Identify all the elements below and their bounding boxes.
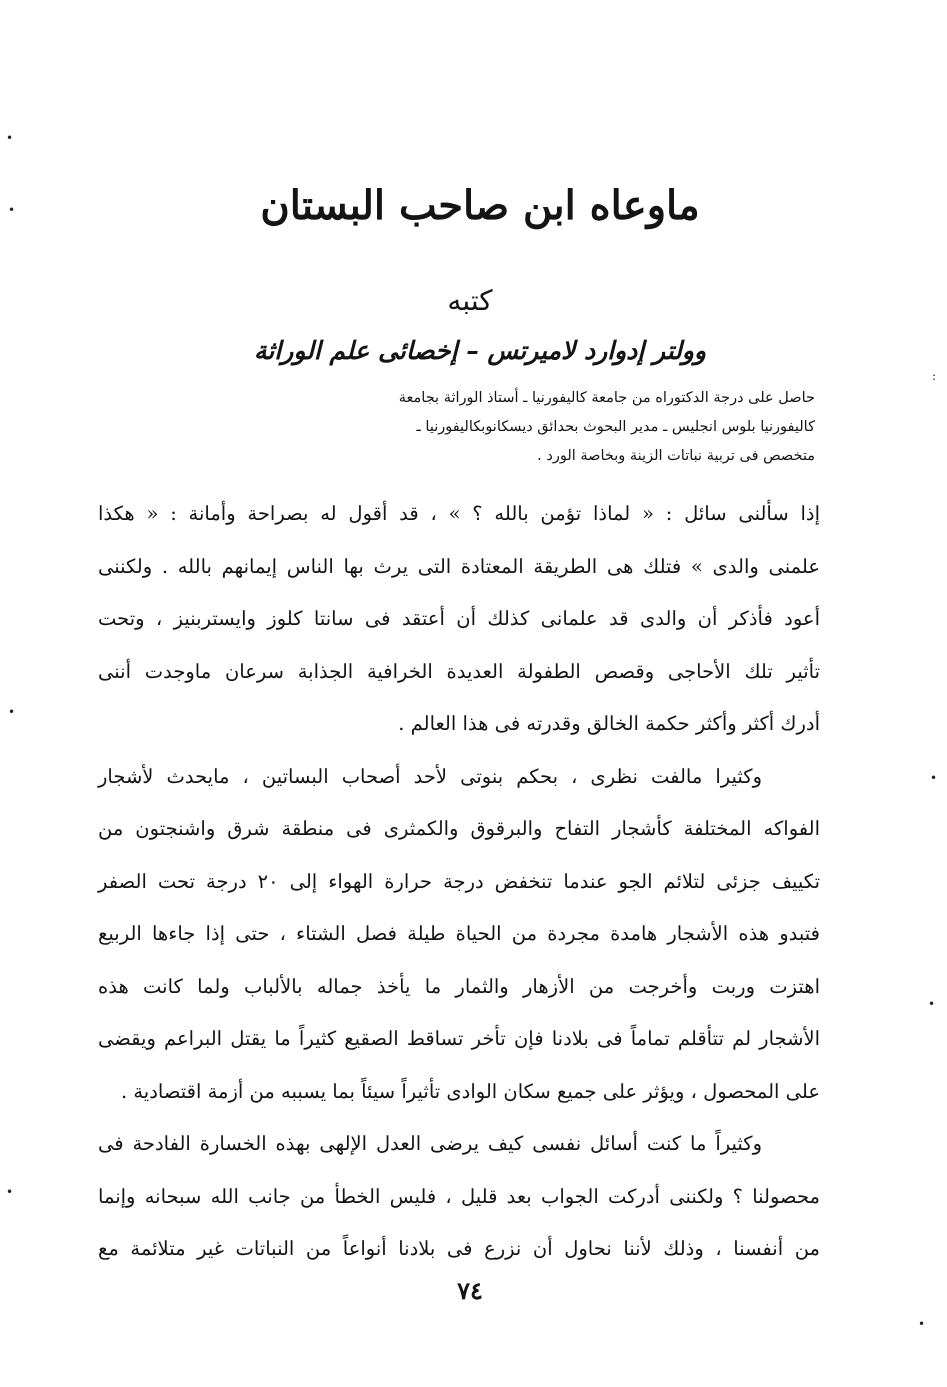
credentials-line: متخصص فى تربية نباتات الزينة وبخاصة الورد . — [537, 448, 815, 464]
article-title: ماوعاه ابن صاحب البستان — [260, 182, 700, 229]
credentials-line: حاصل على درجة الدكتوراه من جامعة كاليفورنيا ـ أستاذ الوراثة بجامعة — [398, 390, 815, 406]
scan-speck: • — [918, 1317, 926, 1331]
scan-speck: : — [932, 369, 937, 383]
text-line: من أنفسنا ، وذلك لأننا نحاول أن نزرع فى بلادنا أنواعاً من النباتات غير متلائمة مع — [98, 1237, 820, 1260]
text-line: محصولنا ؟ ولكننى أدركت الجواب بعد قليل ، فليس الخطأ من جانب الله سبحانه وإنما — [98, 1184, 820, 1208]
text-line: على المحصول ، ويؤثر على جميع سكان الوادى تأثيراً سيئاً بما يسببه من أزمة اقتصادية . — [120, 1079, 820, 1103]
text-line: اهتزت وربت وأخرجت من الأزهار والثمار ما يأخذ جماله بالألباب ولما كانت هذه — [98, 974, 820, 998]
body-text — [98, 488, 820, 1276]
text-line: أعود فأذكر أن والدى قد علمانى كذلك أن أعتقد فى سانتا كلوز وايستربنيز ، وتحت — [98, 607, 820, 630]
text-line: تأثير تلك الأحاجى وقصص الطفولة العديدة الخرافية الجذابة سرعان ماوجدت أننى — [98, 659, 820, 683]
scan-speck: • — [928, 997, 936, 1011]
scan-speck: • — [6, 131, 14, 145]
page-number: ٧٤ — [457, 1276, 483, 1305]
text-line: علمنى والدى » فتلك هى الطريقة المعتادة التى يرث بها الناس إيمانهم بالله . ولكننى — [98, 554, 820, 578]
author-line: وولتر إدوارد لاميرتس – إخصائى علم الوراثة — [253, 336, 707, 365]
byline: كتبه — [447, 284, 493, 317]
text-line: وكثيرا مالفت نظرى ، بحكم بنوتى لأحد أصحاب البساتين ، مايحدث لأشجار — [98, 764, 762, 788]
text-line: الفواكه المختلفة كأشجار التفاح والبرقوق والكمثرى فى منطقة شرق واشنجتون من — [98, 817, 820, 840]
scan-speck: • — [6, 1185, 14, 1199]
credentials-line: كاليفورنيا بلوس انجليس ـ مدير البحوث بحدائق ديسكانوبكاليفورنيا ـ — [416, 419, 815, 435]
scan-speck: • — [8, 705, 16, 719]
scan-speck: • — [8, 203, 16, 217]
text-line: أدرك أكثر وأكثر حكمة الخالق وقدرته فى هذا العالم . — [398, 712, 820, 735]
author-credentials — [285, 384, 815, 471]
text-line: تكييف جزئى لتلائم الجو عندما تنخفض درجة حرارة الهواء إلى ٢٠ درجة تحت الصفر — [98, 869, 820, 893]
text-line: وكثيراً ما كنت أسائل نفسى كيف يرضى العدل الإلهى بهذه الخسارة الفادحة فى — [98, 1132, 762, 1155]
text-line: فتبدو هذه الأشجار هامدة مجردة من الحياة طيلة فصل الشتاء ، حتى إذا جاءها الربيع — [98, 922, 820, 945]
text-line: الأشجار لم تتأقلم تماماً فى بلادنا فإن تأخر تساقط الصقيع كثيراً ما يقتل البراعم ويقضى — [98, 1027, 820, 1050]
scan-speck: • — [930, 771, 938, 785]
text-line: إذا سألنى سائل : « لماذا تؤمن بالله ؟ » ، قد أقول له بصراحة وأمانة : « هكذا — [98, 502, 820, 525]
